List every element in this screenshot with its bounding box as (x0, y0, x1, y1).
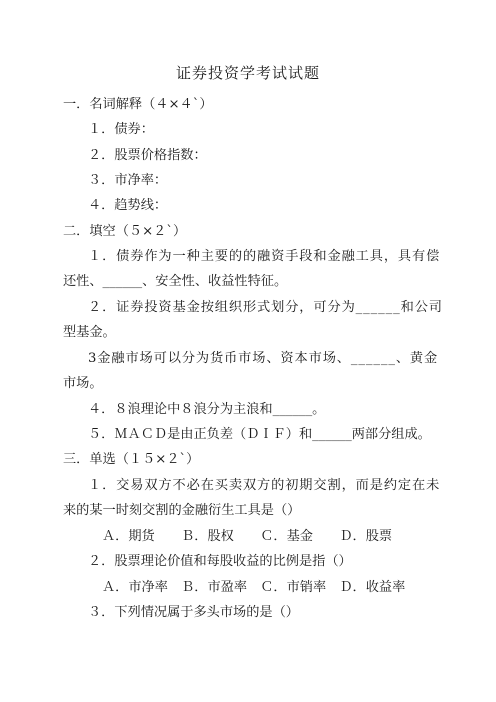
section-3-heading: 三．单选（１５×２`） (63, 452, 200, 467)
term-item-1: １．债券： (88, 122, 154, 137)
choice-q1-line2: 来的某一时刻交割的金融衍生工具是（） (63, 503, 301, 518)
fill-q1-line2: 还性、______、安全性、收益性特征。 (63, 274, 288, 289)
choice-q3: ３．下列情况属于多头市场的是（） (88, 605, 299, 620)
choice-q2: ２．股票理论价值和每股收益的比例是指（） (88, 554, 352, 569)
fill-q3-line2: 市场。 (63, 376, 103, 391)
fill-q5: ５．ＭＡＣＤ是由正负差（ＤＩＦ）和______两部分组成。 (88, 427, 431, 442)
term-item-4: ４．趋势线： (88, 198, 168, 213)
fill-q3-line1: 3金融市场可以分为货币市场、资本市场、______、黄金 (88, 351, 439, 366)
fill-q2-line2: 型基金。 (63, 325, 116, 340)
term-item-3: ３．市净率： (88, 173, 168, 188)
fill-q4: ４．８浪理论中８浪分为主浪和______。 (88, 402, 326, 417)
choice-q1-options: Ａ．期货 Ｂ．股权 Ｃ．基金 Ｄ．股票 (102, 529, 393, 544)
fill-q1-line1: １．债券作为一种主要的的融资手段和金融工具，具有偿 (88, 249, 441, 264)
term-item-2: ２．股票价格指数： (88, 148, 207, 163)
section-1-heading: 一．名词解释（４×４`） (63, 97, 213, 112)
exam-title: 证券投资学考试试题 (175, 64, 320, 82)
choice-q1-line1: １．交易双方不必在买卖双方的初期交割，而是约定在未 (88, 478, 441, 493)
section-2-heading: 二．填空（５×２`） (63, 224, 187, 239)
fill-q2-line1: ２．证券投资基金按组织形式划分，可分为______和公司 (88, 300, 443, 315)
choice-q2-options: Ａ．市净率 Ｂ．市盈率 Ｃ．市销率 Ｄ．收益率 (102, 580, 406, 595)
